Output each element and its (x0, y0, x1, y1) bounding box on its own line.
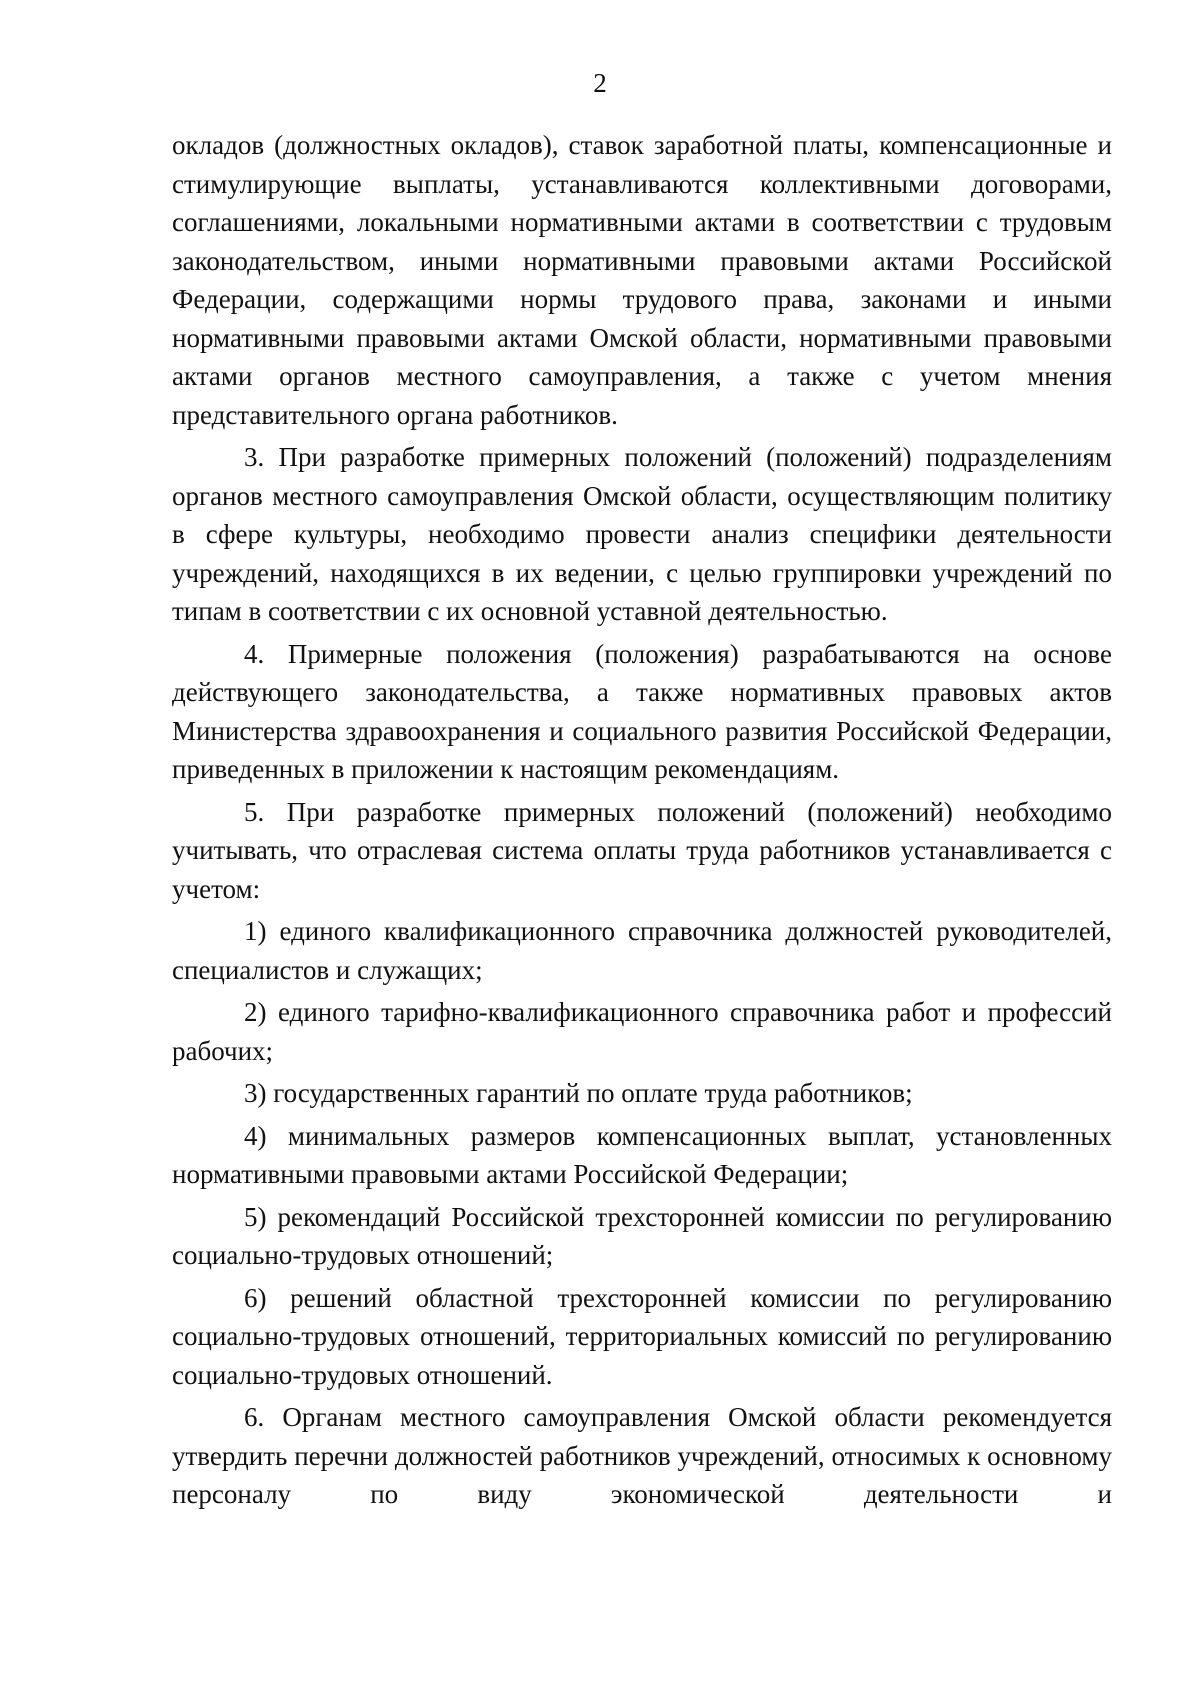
paragraph-5: 5. При разработке примерных положений (положений) необходимо учитывать, что отраслевая система оплаты труда работников устанавливается с учетом: (172, 796, 1112, 904)
paragraph-3: 3. При разработке примерных положений (положений) подразделениям органов местного самоуправления Омской области, осуществляющим политику в сфере культуры, необходимо провести анализ специфики деятельности учреждений, находящихся в их ведении, с целью группировки учреждений по типам в соответствии с их основной уставной деятельностью. (172, 442, 1112, 626)
paragraph-4: 4. Примерные положения (положения) разрабатываются на основе действующего законодательства, а также нормативных правовых актов Министерства здравоохранения и социального развития Российской Федерации, приведенных в приложении к настоящим рекомендациям. (172, 638, 1112, 784)
list-item-1: 1) единого квалификационного справочника должностей руководителей, специалистов и служащих; (172, 916, 1112, 985)
list-item-6: 6) решений областной трехсторонней комиссии по регулированию социально-трудовых отношений, территориальных комиссий по регулированию социально-трудовых отношений. (172, 1282, 1112, 1390)
list-item-4: 4) минимальных размеров компенсационных выплат, установленных нормативными правовыми актами Российской Федерации; (172, 1120, 1112, 1189)
list-item-3: 3) государственных гарантий по оплате труда работников; (244, 1078, 913, 1108)
list-item-2: 2) единого тарифно-квалификационного справочника работ и профессий рабочих; (172, 997, 1112, 1066)
paragraph-continuation: окладов (должностных окладов), ставок заработной платы, компенсационные и стимулирующие выплаты, устанавливаются коллективными договорами, соглашениями, локальными нормативными актами в соответствии с трудовым законодательством, иными нормативными правовыми актами Российской Федерации, содержащими нормы трудового права, законами и иными нормативными правовыми актами Омской области, нормативными правовыми актами органов местного самоуправления, а также с учетом мнения представительного органа работников. (172, 130, 1112, 430)
list-item-5: 5) рекомендаций Российской трехсторонней комиссии по регулированию социально-трудовых отношений; (172, 1201, 1112, 1270)
page-number: 2 (593, 68, 607, 98)
paragraph-6: 6. Органам местного самоуправления Омской области рекомендуется утвердить перечни должностей работников учреждений, относимых к основному персоналу по виду экономической деятельности и (172, 1402, 1112, 1509)
document-body (172, 126, 1112, 1518)
